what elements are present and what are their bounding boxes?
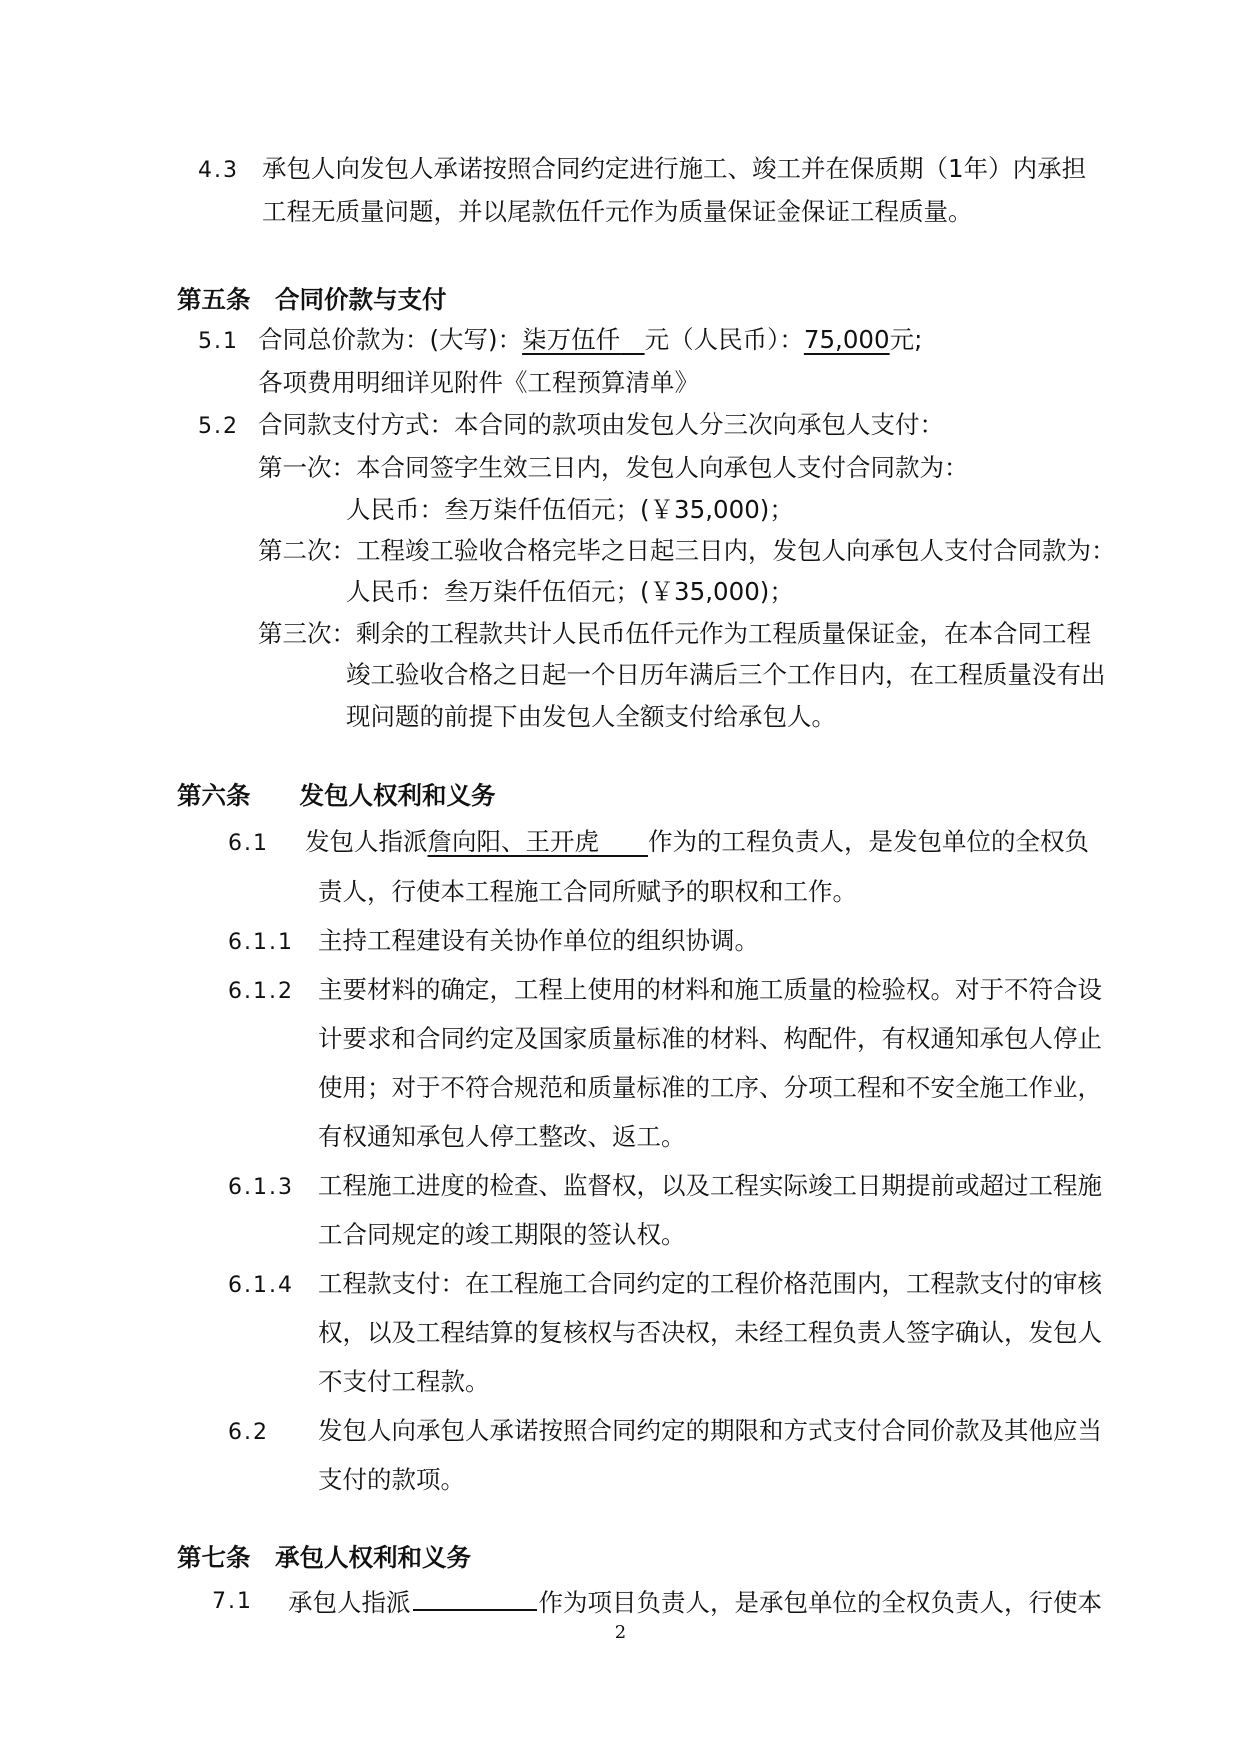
payment-third-line-2: 竣工验收合格之日起一个日历年满后三个工作日内，在工程质量没有出 (346, 660, 1106, 689)
clause-6-1-4-line-2: 权，以及工程结算的复核权与否决权，未经工程负责人签字确认，发包人 (318, 1318, 1102, 1347)
clause-6-1-4-number: 6.1.4 (228, 1273, 294, 1298)
clause-6-2-line-2: 支付的款项。 (318, 1465, 465, 1494)
page-number: 2 (614, 1622, 627, 1643)
clause-6-1-1-number: 6.1.1 (228, 930, 294, 955)
clause-6-1-3-line-1: 工程施工进度的检查、监督权，以及工程实际竣工日期提前或超过工程施 (318, 1171, 1102, 1200)
clause-5-1-number: 5.1 (198, 329, 239, 354)
payment-second-amount: 人民币：叁万柒仟伍佰元；(￥35,000)； (346, 577, 794, 606)
clause-6-1-line-2: 责人，行使本工程施工合同所赋予的职权和工作。 (318, 877, 857, 906)
clause-6-1-text-a: 发包人指派 (305, 827, 428, 856)
clause-6-1-number: 6.1 (228, 831, 269, 856)
clause-4-3-line-1: 承包人向发包人承诺按照合同约定进行施工、竣工并在保质期（1年）内承担 (262, 154, 1087, 183)
payment-third-installment: 第三次：剩余的工程款共计人民币伍仟元作为工程质量保证金，在本合同工程 (258, 619, 1091, 648)
payment-third-line-3: 现问题的前提下由发包人全额支付给承包人。 (346, 702, 836, 731)
owner-representatives-underline-pad (599, 827, 648, 856)
clause-6-1-line-1 (305, 825, 1089, 859)
clause-7-1-number: 7.1 (212, 1589, 253, 1614)
clause-6-1-1-line-1: 主持工程建设有关协作单位的组织协调。 (318, 926, 759, 955)
payment-first-amount: 人民币：叁万柒仟伍佰元；(￥35,000)； (346, 495, 794, 524)
clause-6-1-text-b: 作为的工程负责人，是发包单位的全权负 (648, 827, 1089, 856)
payment-first-installment: 第一次：本合同签字生效三日内，发包人向承包人支付合同款为： (258, 453, 969, 482)
clause-6-1-4-line-3: 不支付工程款。 (318, 1367, 490, 1396)
clause-6-2-number: 6.2 (228, 1420, 269, 1445)
clause-5-1-text-a: 合同总价款为：(大写)： (258, 325, 523, 354)
contract-amount-number: 75,000 (803, 325, 890, 354)
article-6-heading: 第六条 发包人权利和义务 (177, 781, 496, 810)
clause-6-2-line-1: 发包人向承包人承诺按照合同约定的期限和方式支付合同价款及其他应当 (318, 1416, 1102, 1445)
clause-7-1-text-b: 作为项目负责人，是承包单位的全权负责人，行使本 (538, 1588, 1102, 1617)
clause-5-1-line-1 (258, 323, 922, 357)
clause-7-1-line-1 (288, 1583, 1102, 1620)
clause-6-1-2-line-4: 有权通知承包人停工整改、返工。 (318, 1122, 686, 1151)
clause-6-1-2-number: 6.1.2 (228, 979, 294, 1004)
owner-representatives: 詹向阳、王开虎 (427, 827, 599, 856)
clause-5-2-number: 5.2 (198, 414, 239, 439)
contractor-representative-blank (413, 1583, 537, 1611)
contract-amount-words: 柒万伍仟 (522, 325, 621, 354)
article-7-heading: 第七条 承包人权利和义务 (177, 1543, 471, 1572)
clause-6-1-3-line-2: 工合同规定的竣工期限的签认权。 (318, 1220, 686, 1249)
clause-5-1-text-c: 元; (889, 325, 923, 354)
clause-5-2-line-1: 合同款支付方式：本合同的款项由发包人分三次向承包人支付： (258, 410, 944, 439)
article-5-heading: 第五条 合同价款与支付 (177, 285, 447, 314)
clause-5-1-text-b: 元（人民币）： (644, 325, 804, 354)
clause-6-1-2-line-2: 计要求和合同约定及国家质量标准的材料、构配件，有权通知承包人停止 (318, 1024, 1102, 1053)
clause-4-3-number: 4.3 (198, 158, 239, 183)
clause-6-1-4-line-1: 工程款支付：在工程施工合同约定的工程价格范围内，工程款支付的审核 (318, 1269, 1102, 1298)
clause-5-1-line-2: 各项费用明细详见附件《工程预算清单》 (258, 368, 699, 397)
payment-second-installment: 第二次：工程竣工验收合格完毕之日起三日内，发包人向承包人支付合同款为： (258, 536, 1116, 565)
clause-6-1-2-line-3: 使用；对于不符合规范和质量标准的工序、分项工程和不安全施工作业， (318, 1073, 1102, 1102)
clause-6-1-3-number: 6.1.3 (228, 1175, 294, 1200)
amount-words-underline-pad (620, 325, 645, 354)
clause-6-1-2-line-1: 主要材料的确定，工程上使用的材料和施工质量的检验权。对于不符合设 (318, 975, 1102, 1004)
clause-4-3-line-2: 工程无质量问题，并以尾款伍仟元作为质量保证金保证工程质量。 (262, 197, 973, 226)
clause-7-1-text-a: 承包人指派 (288, 1588, 411, 1617)
